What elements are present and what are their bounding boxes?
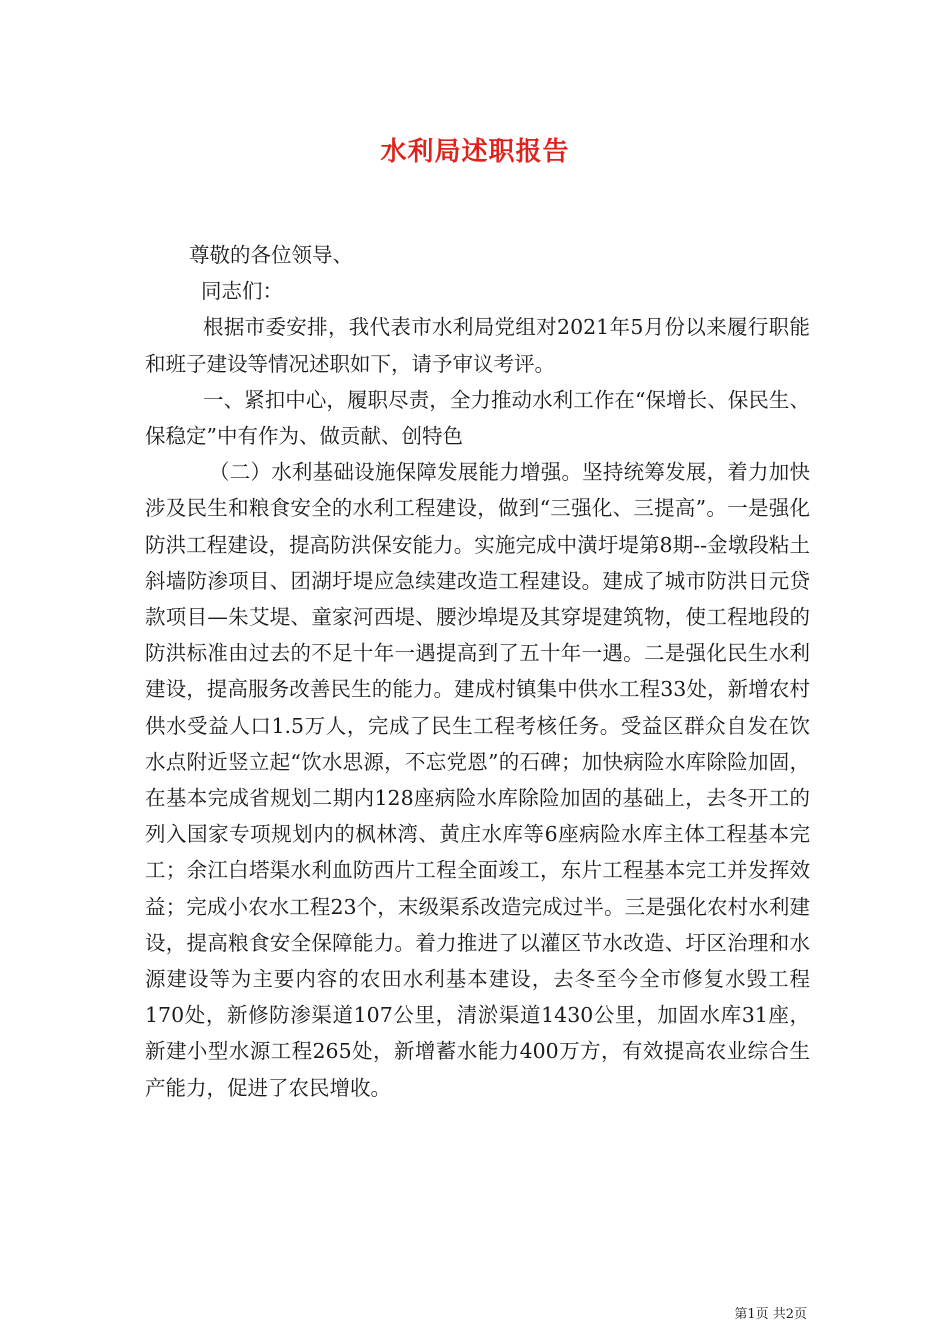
section-paragraph-2: （二）水利基础设施保障发展能力增强。坚持统筹发展，着力加快涉及民生和粮食安全的水利工程建设，做到“三强化、三提高”。一是强化防洪工程建设，提高防洪保安能力。实施完成中潢圩堤第8期--金墩段粘土斜墙防渗项目、团湖圩堤应急续建改造工程建设。建成了城市防洪日元贷款项目—朱艾堤、童家河西堤、腰沙埠堤及其穿堤建筑物，使工程地段的防洪标准由过去的不足十年一遇提高到了五十年一遇。二是强化民生水利建设，提高服务改善民生的能力。建成村镇集中供水工程33处，新增农村供水受益人口1.5万人，完成了民生工程考核任务。受益区群众自发在饮水点附近竖立起“饮水思源，不忘党恩”的石碑；加快病险水库除险加固，在基本完成省规划二期内128座病险水库除险加固的基础上，去冬开工的列入国家专项规划内的枫林湾、黄庄水库等6座病险水库主体工程基本完工；余江白塔渠水利血防西片工程全面竣工，东片工程基本完工并发挥效益；完成小农水工程23个，末级渠系改造完成过半。三是强化农村水利建设，提高粮食安全保障能力。着力推进了以灌区节水改造、圩区治理和水源建设等为主要内容的农田水利基本建设，去冬至今全市修复水毁工程170处，新修防渗渠道107公里，清淤渠道1430公里，加固水库31座，新建小型水源工程265处，新增蓄水能力400万方，有效提高农业综合生产能力，促进了农民增收。 [145, 460, 810, 1100]
page-indicator: 第1页 共2页 [734, 1307, 807, 1322]
section-heading-1: 一、紧扣中心，履职尽责，全力推动水利工作在“保增长、保民生、保稳定”中有作为、做贡献、创特色 [145, 387, 810, 449]
salutation-line-1: 尊敬的各位领导、 [189, 243, 353, 267]
document-title: 水利局述职报告 [380, 137, 570, 167]
document-body [145, 237, 810, 1106]
salutation-line-2: 同志们： [201, 279, 283, 304]
intro-paragraph: 根据市委安排，我代表市水利局党组对2021年5月份以来履行职能和班子建设等情况述职如下，请予审议考评。 [145, 315, 810, 376]
